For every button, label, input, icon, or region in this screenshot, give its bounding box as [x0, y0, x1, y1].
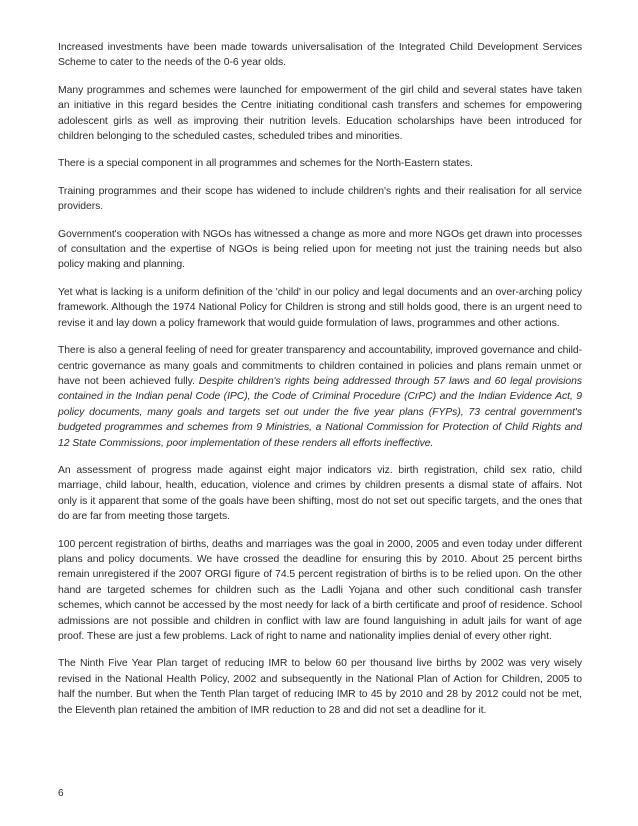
paragraph-governance-text: There is also a general feeling of need for greater transparency and accountability, improved governance and child-centric governance as many goals and commitments to children contained in policies and plans remain unmet or have not been achieved fully.: [58, 345, 582, 387]
paragraph-ngo-cooperation: Government's cooperation with NGOs has witnessed a change as more and more NGOs get drawn into processes of consultation and the expertise of NGOs is being relied upon for meeting not just the training needs but also policy making and planning.: [58, 228, 582, 271]
page-number: 6: [58, 788, 64, 799]
document-body: [58, 40, 582, 730]
paragraph-training: Training programmes and their scope has widened to include children's rights and their realisation for all service providers.: [58, 185, 582, 213]
paragraph-north-east: There is a special component in all programmes and schemes for the North-Eastern states.: [58, 158, 473, 170]
paragraph-registration: 100 percent registration of births, deaths and marriages was the goal in 2000, 2005 and even today under different plans and policy documents. We have crossed the deadline for ensuring this by 2010. About 25 percent births remain unregistered if the 2007 ORGI figure of 74.5 percent registration of births is to be relied upon. On the other hand are targeted schemes for children such as the Ladli Yojana and other such conditional cash transfer schemes, which cannot be accessed by the most needy for lack of a birth certificate and proof of residence. School admissions are not possible and children in conflict with law are found languishing in adult jails for want of age proof. These are just a few problems. Lack of right to name and nationality implies denial of every other right.: [58, 538, 582, 642]
paragraph-imr: The Ninth Five Year Plan target of reducing IMR to below 60 per thousand live births by 2002 was very wisely revised in the National Health Policy, 2002 and subsequently in the National Plan of Action for Children, 2005 to half the number. But when the Tenth Plan target of reducing IMR to 45 by 2010 and 28 by 2012 could not be met, the Eleventh plan retained the ambition of IMR reduction to 28 and did not set a deadline for it.: [58, 658, 582, 716]
paragraph-child-definition: Yet what is lacking is a uniform definition of the 'child' in our policy and legal documents and an over-arching policy framework. Although the 1974 National Policy for Children is strong and still holds good, there is an urgent need to revise it and lay down a policy framework that would guide formulation of laws, programmes and other actions.: [58, 286, 582, 329]
paragraph-girl-child: Many programmes and schemes were launched for empowerment of the girl child and several states have taken an initiative in this regard besides the Centre initiating conditional cash transfers and schemes for empowering adolescent girls as well as improving their nutrition levels. Education scholarships have been introduced for children belonging to the scheduled castes, scheduled tribes and minorities.: [58, 84, 582, 143]
paragraph-assessment: An assessment of progress made against eight major indicators viz. birth registration, child sex ratio, child marriage, child labour, health, education, violence and crimes by children presents a dismal state of affairs. Not only is it apparent that some of the goals have been shifting, most do not set out specific targets, and the ones that do are far from meeting those targets.: [58, 464, 582, 523]
paragraph-governance: [58, 343, 582, 451]
paragraph-governance-italic: Despite children's rights being addressed through 57 laws and 60 legal provisions contained in the Indian penal Code (IPC), the Code of Criminal Procedure (CrPC) and the Indian Evidence Act, 9 policy documents, many goals and targets set out under the five year plans (FYPs), 73 central government's budgeted programmes and schemes from 9 Ministries, a National Commission for Protection of Child Rights and 12 State Commissions, poor implementation of these renders all efforts ineffective.: [58, 375, 582, 449]
paragraph-icds: Increased investments have been made towards universalisation of the Integrated Child Development Services Scheme to cater to the needs of the 0-6 year olds.: [58, 42, 582, 69]
